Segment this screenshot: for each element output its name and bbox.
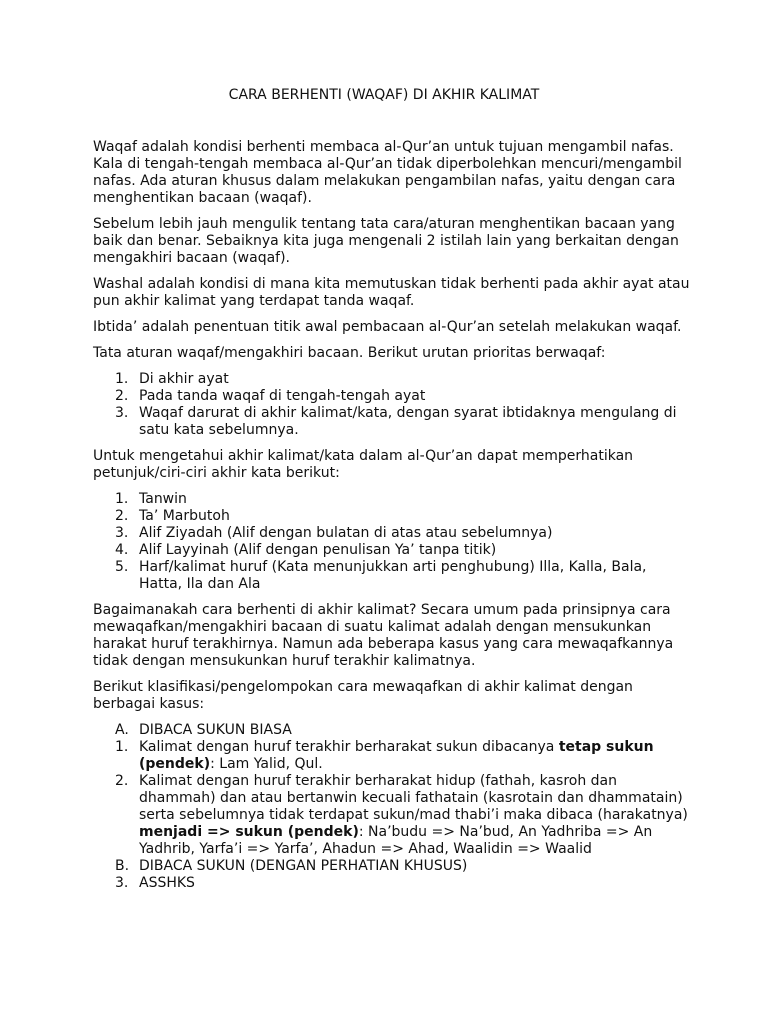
list-item-text: Harf/kalimat huruf (Kata menunjukkan arti penghubung) Illa, Kalla, Bala, Hatta, Ila dan Ala (139, 559, 647, 592)
list-marker: 1. (115, 491, 129, 507)
list-marker: 4. (115, 542, 129, 558)
list-item (93, 491, 693, 508)
list-marker: 1. (115, 371, 129, 387)
paragraph-washal-definition: Washal adalah kondisi di mana kita memutuskan tidak berhenti pada akhir ayat atau pun akhir kalimat yang terdapat tanda waqaf. (93, 276, 690, 309)
list-item-text-pre: Kalimat dengan huruf terakhir berharakat sukun dibacanya (139, 739, 559, 755)
list-marker: 2. (115, 508, 129, 524)
list-item (93, 722, 693, 739)
list-item-text: Waqaf darurat di akhir kalimat/kata, dengan syarat ibtidaknya mengulang di satu kata sebelumnya. (139, 405, 677, 438)
list-item (93, 508, 693, 525)
list-item-text: Tanwin (139, 491, 187, 507)
list-marker: 2. (115, 773, 129, 789)
list-item-text: Pada tanda waqaf di tengah-tengah ayat (139, 388, 426, 404)
list-item-text-post: : Na’budu => Na’bud, An Yadhriba => An Yadhrib, Yarfa’i => Yarfa’, Ahadun => Ahad, Waalidin => Waalid (139, 824, 653, 857)
list-item-text: Ta’ Marbutoh (139, 508, 230, 524)
list-item-text: DIBACA SUKUN BIASA (139, 722, 292, 738)
list-item (93, 739, 693, 773)
document-title: CARA BERHENTI (WAQAF) DI AKHIR KALIMAT (228, 87, 540, 103)
list-marker: 3. (115, 875, 129, 891)
priority-list (93, 371, 693, 439)
list-item-text-pre: Kalimat dengan huruf terakhir berharakat hidup (fathah, kasroh dan dhammah) dan atau bertanwin kecuali fathatain (kasrotain dan dhammatain) serta sebelumnya tidak terdapat sukun/mad thabi’i maka dibaca (harakatnya) (139, 773, 688, 823)
paragraph-ibtida-definition: Ibtida’ adalah penentuan titik awal pembacaan al-Qur’an setelah melakukan waqaf. (93, 319, 682, 335)
classification-list (93, 722, 693, 892)
list-marker: B. (115, 858, 130, 874)
list-marker: 1. (115, 739, 129, 755)
list-item (93, 858, 693, 875)
document-page (93, 87, 693, 901)
list-item-text-post: : Lam Yalid, Qul. (210, 756, 323, 772)
list-marker: 3. (115, 525, 129, 541)
list-marker: A. (115, 722, 129, 738)
paragraph-word-end-intro: Untuk mengetahui akhir kalimat/kata dalam al-Qur’an dapat memperhatikan petunjuk/ciri-ciri akhir kata berikut: (93, 448, 634, 481)
list-item (93, 525, 693, 542)
list-marker: 2. (115, 388, 129, 404)
list-item-text: Di akhir ayat (139, 371, 229, 387)
list-item (93, 875, 693, 892)
paragraph-introduction-terms: Sebelum lebih jauh mengulik tentang tata cara/aturan menghentikan bacaan yang baik dan benar. Sebaiknya kita juga mengenali 2 istilah lain yang berkaitan dengan mengakhiri bacaan (waqaf). (93, 216, 679, 266)
paragraph-classification-intro: Berikut klasifikasi/pengelompokan cara mewaqafkan di akhir kalimat dengan berbagai kasus: (93, 679, 633, 712)
paragraph-how-to-stop: Bagaimanakah cara berhenti di akhir kalimat? Secara umum pada prinsipnya cara mewaqafkan/mengakhiri bacaan di suatu kalimat adalah dengan mensukunkan harakat huruf terakhirnya. Namun ada beberapa kasus yang cara mewaqafkannya tidak dengan mensukunkan huruf terakhir kalimatnya. (93, 602, 674, 669)
word-end-list (93, 491, 693, 593)
list-item (93, 542, 693, 559)
list-item-text-bold: menjadi => sukun (pendek) (139, 824, 359, 840)
list-item-text-bold: tetap sukun (pendek) (139, 739, 654, 772)
list-item (93, 405, 693, 439)
list-item (93, 559, 693, 593)
list-item-text: Alif Layyinah (Alif dengan penulisan Ya’ tanpa titik) (139, 542, 497, 558)
list-item-text: ASSHKS (139, 875, 195, 891)
list-marker: 3. (115, 405, 129, 421)
list-item-text: DIBACA SUKUN (DENGAN PERHATIAN KHUSUS) (139, 858, 468, 874)
list-item (93, 371, 693, 388)
list-marker: 5. (115, 559, 129, 575)
paragraph-waqaf-definition: Waqaf adalah kondisi berhenti membaca al-Qur’an untuk tujuan mengambil nafas. Kala di tengah-tengah membaca al-Qur’an tidak diperbolehkan mencuri/mengambil nafas. Ada aturan khusus dalam melakukan pengambilan nafas, yaitu dengan cara menghentikan bacaan (waqaf). (93, 139, 682, 206)
paragraph-priority-intro: Tata aturan waqaf/mengakhiri bacaan. Berikut urutan prioritas berwaqaf: (93, 345, 606, 361)
list-item (93, 388, 693, 405)
list-item-text: Alif Ziyadah (Alif dengan bulatan di atas atau sebelumnya) (139, 525, 553, 541)
list-item (93, 773, 693, 858)
